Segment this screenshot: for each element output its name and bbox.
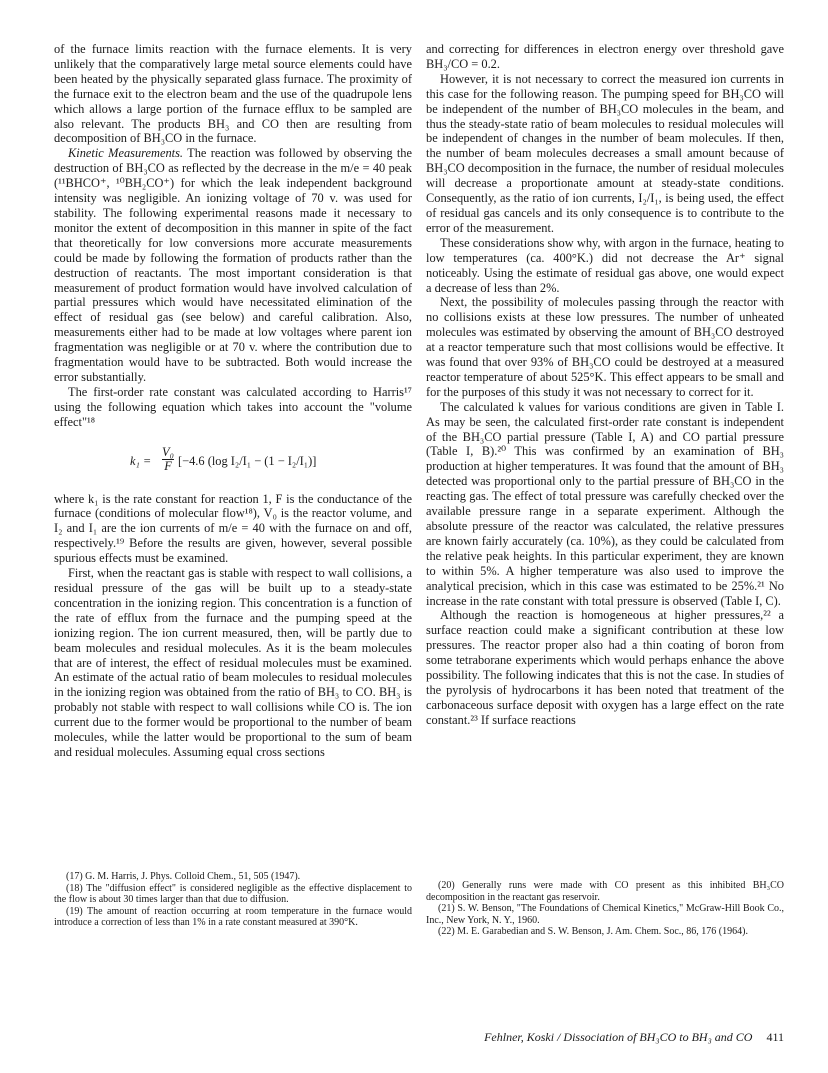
paragraph: First, when the reactant gas is stable with respect to wall collisions, a residual pressure of the gas will be built up to a steady-state concentration in the ionizing region. This concentration is a function of the rate of efflux from the furnace and the pumping speed at the ionizing region. The ion current measured, then, will be partly due to beam molecules and residual molecules. As it is the beam molecules that are of interest, the effect of residual molecules must be examined. An estimate of the actual ratio of beam molecules to residual molecules in the ionizing region was obtained from the ratio of BH₃ to CO. BH₃ is probably not stable with respect to wall collisions while CO is. The ion current due to the former would be proportional to the number of beam molecules, while the latter would be proportional to the sum of beam and residual molecules. Assuming equal cross sections [54,566,412,759]
footnote-21: (21) S. W. Benson, "The Foundations of Chemical Kinetics," McGraw-Hill Book Co., Inc., New York, N. Y., 1960. [426,903,784,926]
section-heading: Kinetic Measurements. [68,146,184,161]
footnote-20: (20) Generally runs were made with CO present as this inhibited BH₃CO decomposition in the reactant gas reservoir. [426,880,784,903]
paragraph-kinetic-measurements [54,146,412,385]
paragraph: where k₁ is the rate constant for reaction 1, F is the conductance of the furnace (conditions of molecular flow¹⁸), V₀ is the reactor volume, and I₂ and I₁ are the ion currents of m/e = 40 with the furnace on and off, respectively.¹⁹ Before the results are given, however, several possible spurious effects must be examined. [54,491,412,566]
footnote-22: (22) M. E. Garabedian and S. W. Benson, J. Am. Chem. Soc., 86, 176 (1964). [438,926,748,938]
footnote-17: (17) G. M. Harris, J. Phys. Colloid Chem., 51, 505 (1947). [66,871,301,882]
rate-constant-equation [54,446,412,476]
paragraph: However, it is not necessary to correct the measured ion currents in this case for the following reason. The pumping speed for BH₃CO will be independent of the number of BH₃CO molecules in the beam, and thus the steady-state ratio of beam molecules to residual molecules will be independent of changes in the number of beam molecules. If then, the number of beam molecules decreases a small amount because of BH₃CO decomposition in the furnace, the number of residual molecules will decrease a proportionate amount at steady-state conditions. Consequently, as the ratio of ion currents, I₂/I₁, is being used, the effect of residual gas cancels and its only consequence is to contribute to the error of the measurement. [426,71,784,235]
equation-numerator: V₀ [162,444,174,459]
paragraph-text: The reaction was followed by observing the destruction of BH₃CO as reflected by the decrease in the m/e = 40 peak (¹¹BHCO⁺, ¹⁰BH₂CO⁺) for which the leak independent background intensity was negligible. An ionizing voltage of 70 v. was used for stability. The following experimental reasons made it necessary to monitor the extent of decomposition in this manner in spite of the fact that theoretically for low conversions more accurate measurements could be made by following the formation of products rather than the destruction of reactants. The most important consideration is that measurement of product formation would have involved calculation of partial pressures which would have necessitated elimination of the effect of residual gas (see below) and careful calibration. Also, measurements either had to be made at low voltages where parent ion fragmentation was negligible or at 70 v. where the contribution due to fragmentation would have to be subtracted. Both would increase the error substantially. [54,146,412,384]
paragraph: The calculated k values for various conditions are given in Table I. As may be seen, the calculated first-order rate constant is independent of the BH₃CO partial pressure (Table I, A) and CO partial pressure (Table I, B).²⁰ This was confirmed by an examination of BH₃ production at higher temperatures. It was found that the amount of BH₃ detected was proportional only to the partial pressure of BH₃CO in the reacting gas. The effect of total pressure was carefully checked over the available pressure range in a separate experiment. Although the absolute pressure of the reactor was calculated, the relative pressures are known fairly accurately (ca. 10%), as they could be calculated from the relative peak heights. In this particular experiment, they are known to within 5%. A higher temperature was also used to improve the analytical precision, which in this case was estimated to be 25%.²¹ No increase in the rate constant with total pressure is observed (Table I, C). [426,399,784,608]
paragraph: The first-order rate constant was calculated according to Harris¹⁷ using the following equation which takes into account the "volume effect"¹⁸ [54,384,412,429]
running-footer [426,1030,784,1045]
footnote-18: (18) The "diffusion effect" is considered negligible as the effective displacement to the flow is about 30 times larger than that due to diffusion. [54,882,412,906]
paragraph: Although the reaction is homogeneous at higher pressures,²² a surface reaction could make a significant contribution at these low pressures. The reactor proper also had a thin coating of boron from some tetraborane experiments which would perhaps enhance the above possibility. The following indicates that this is not the case. In studies of the pyrolysis of hydrocarbons it has been noted that treatment of the carbonaceous surface deposit with oxygen has a large effect on the rate constant.²³ If surface reactions [426,608,784,727]
footnotes-right [426,880,784,938]
equation-rhs: [−4.6 (log I₂/I₁ − (1 − I₂/I₁)] [178,453,317,468]
right-column [426,42,784,728]
running-footer-title: Fehlner, Koski / Dissociation of BH₃CO to BH₃ and CO [484,1030,753,1044]
paragraph: and correcting for differences in electron energy over threshold gave BH₃/CO = 0.2. [426,42,784,71]
footnotes-left [54,871,412,929]
paragraph: These considerations show why, with argon in the furnace, heating to low temperatures (ca. 400°K.) did not decrease the Ar⁺ signal noticeably. Using the estimate of residual gas above, one would expect a decrease of less than 2%. [426,235,784,295]
footnote-19: (19) The amount of reaction occurring at room temperature in the furnace would introduce a correction of less than 1% in a rate constant measured at 390°K. [54,905,412,929]
left-column [54,42,412,760]
equation-denominator: F [164,458,172,473]
equation-lhs: k₁ = [130,453,152,468]
paragraph: of the furnace limits reaction with the furnace elements. It is very unlikely that the comparatively large metal source elements could have been heated by the physically separated glass furnace. The proximity of the furnace exit to the electron beam and the use of the quadrupole lens which allows a large portion of the furnace efflux to be sampled are also relevant. The products BH₃ and CO then are resulting from decomposition of BH₃CO in the furnace. [54,42,412,146]
page-number: 411 [766,1030,784,1044]
paragraph: Next, the possibility of molecules passing through the reactor with no collisions exists at these low pressures. The number of unheated molecules was estimated by observing the amount of BH₃CO destroyed at a reactor temperature such that most collisions would be effective. It was found that over 93% of BH₃CO could be destroyed at a measured reactor temperature of about 525°K. This effect appears to be small and for the purposes of this study it was not necessary to correct for it. [426,295,784,399]
equation-fraction [162,446,174,473]
